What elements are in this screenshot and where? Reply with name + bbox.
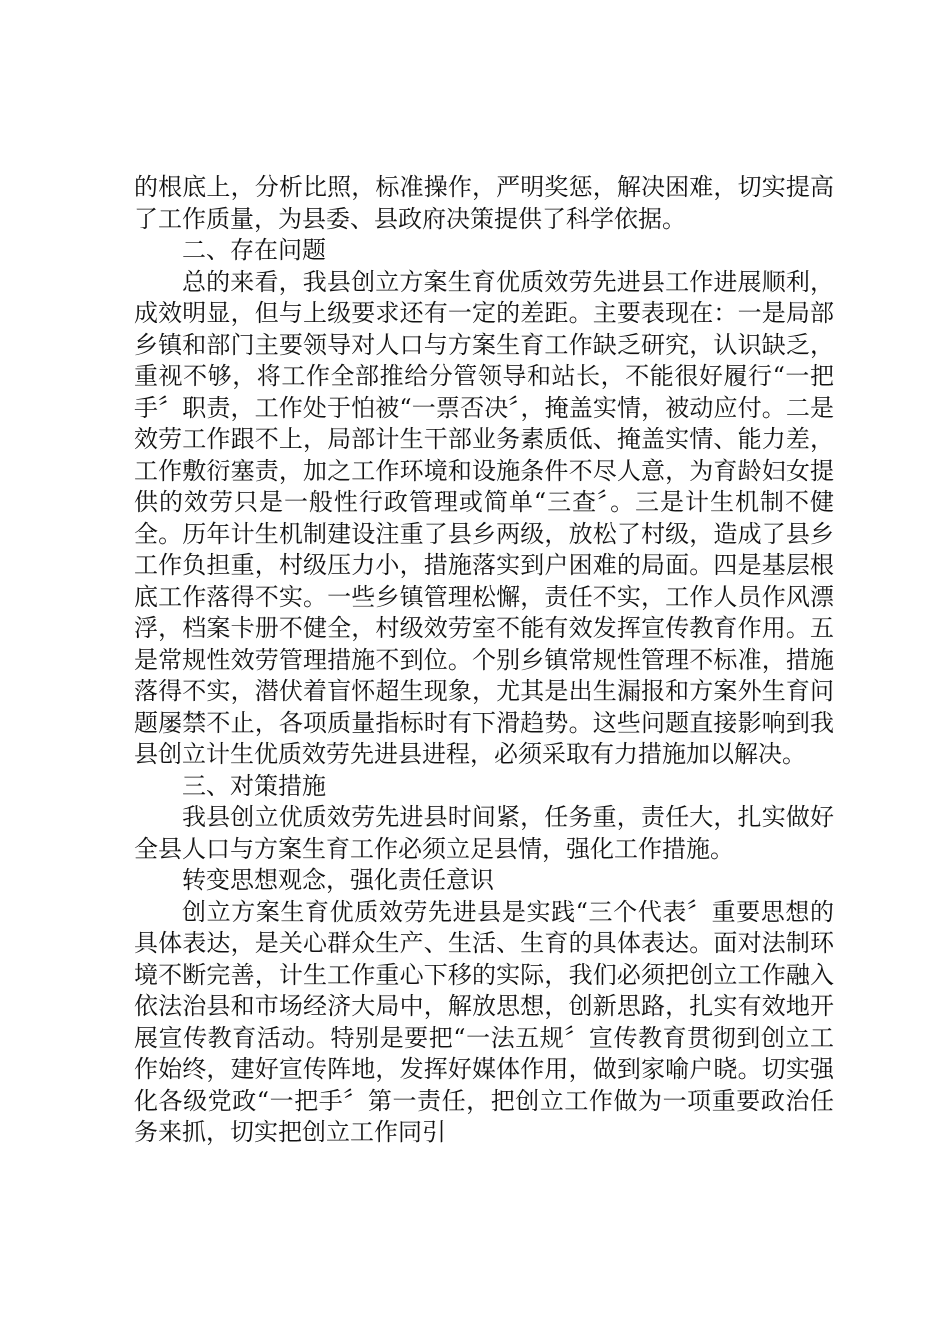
- document-page: [134, 172, 834, 1149]
- paragraph-problems: 总的来看，我县创立方案生育优质效劳先进县工作进展顺利，成效明显，但与上级要求还有一定的差距。主要表现在：一是局部乡镇和部门主要领导对人口与方案生育工作缺乏研究，认识缺乏，重视不够，将工作全部推给分管领导和站长，不能很好履行“一把手〞职责，工作处于怕被“一票否决〞，掩盖实情，被动应付。二是效劳工作跟不上，局部计生干部业务素质低、掩盖实情、能力差，工作敷衍塞责，加之工作环境和设施条件不尽人意，为育龄妇女提供的效劳只是一般性行政管理或简单“三查〞。三是计生机制不健全。历年计生机制建设注重了县乡两级，放松了村级，造成了县乡工作负担重，村级压力小，措施落实到户困难的局面。四是基层根底工作落得不实。一些乡镇管理松懈，责任不实，工作人员作风漂浮，档案卡册不健全，村级效劳室不能有效发挥宣传教育作用。五是常规性效劳管理措施不到位。个别乡镇常规性管理不标准，措施落得不实，潜伏着盲怀超生现象，尤其是出生漏报和方案外生育问题屡禁不止，各项质量指标时有下滑趋势。这些问题直接影响到我县创立计生优质效劳先进县进程，必须采取有力措施加以解决。: [134, 267, 834, 768]
- paragraph-change-thinking: 创立方案生育优质效劳先进县是实践“三个代表〞重要思想的具体表达，是关心群众生产、生活、生育的具体表达。面对法制环境不断完善，计生工作重心下移的实际，我们必须把创立工作融入依法治县和市场经济大局中，解放思想，创新思路，扎实有效地开展宣传教育活动。特别是要把“一法五规〞宣传教育贯彻到创立工作始终，建好宣传阵地，发挥好媒体作用，做到家喻户晓。切实强化各级党政“一把手〞第一责任，把创立工作做为一项重要政治任务来抓，切实把创立工作同引: [134, 897, 834, 1146]
- section-heading-problems: 二、存在问题: [182, 236, 326, 264]
- section-heading-measures: 三、对策措施: [182, 771, 326, 800]
- paragraph-continuation: 的根底上，分析比照，标准操作，严明奖惩，解决困难，切实提高了工作质量，为县委、县政府决策提供了科学依据。: [134, 173, 834, 233]
- paragraph-measures-intro: 我县创立优质效劳先进县时间紧，任务重，责任大，扎实做好全县人口与方案生育工作必须立足县情，强化工作措施。: [134, 803, 834, 863]
- subheading-change-thinking: 转变思想观念，强化责任意识: [182, 866, 494, 894]
